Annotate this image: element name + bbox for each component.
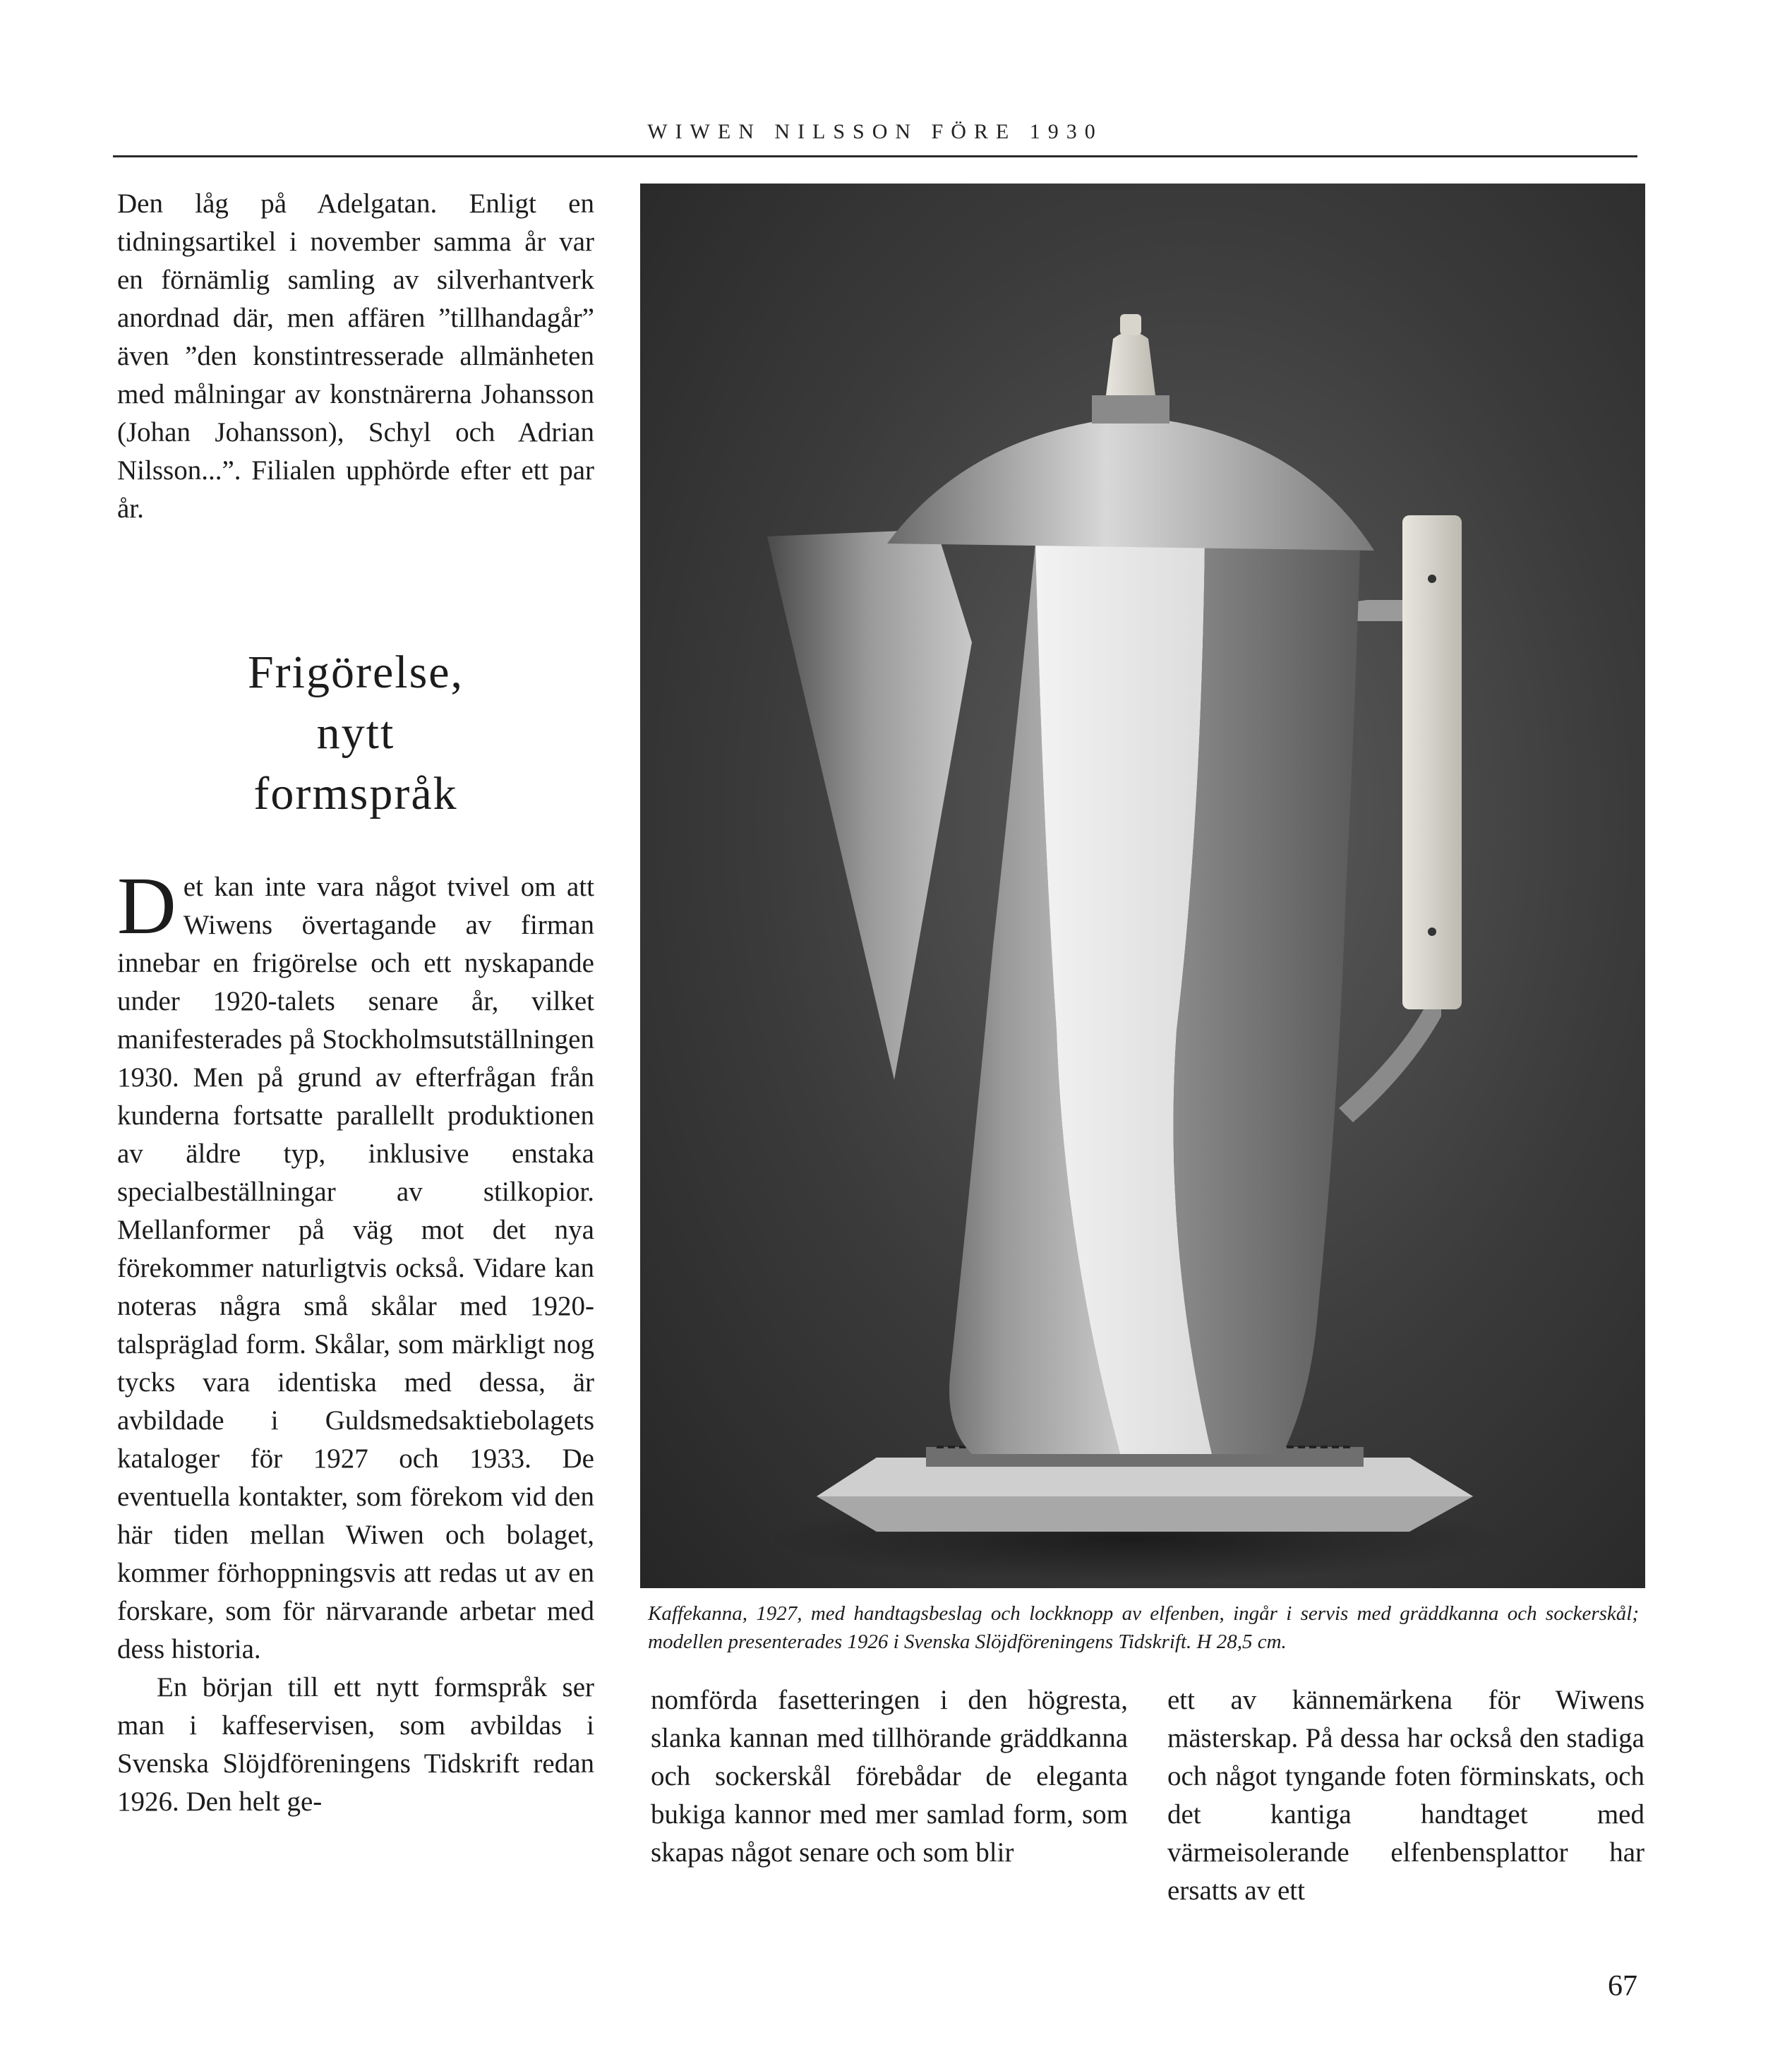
section-heading-line: nytt — [316, 707, 395, 759]
handle-pin-icon — [1428, 927, 1436, 936]
paragraph-text: et kan inte vara något tvivel om att Wiwens övertagande av firman innebar en frigörelse och ett nyskapande under 1920-talets senare år, vilket manifesterades på Stockholmsutställningen 1930. Men på grund av efterfrågan från kunderna fortsatte parallellt produktionen av äldre typ, inklusive enstaka specialbeställningar av stilkopior. Mellanformer på väg mot det nya förekommer naturligtvis också. Vidare kan noteras några små skålar med 1920-talspräglad form. Skålar, som märkligt nog tycks vara identiska med dessa, är avbildade i Guldsmedsaktiebolagets kataloger för 1927 och 1933. De eventuella kontakter, som förekom vid den här tiden mellan Wiwen och bolaget, kommer förhoppningsvis att redas ut av en forskare, som för närvarande arbetar med dess historia. — [117, 872, 594, 1664]
right-column — [1167, 1681, 1644, 1910]
figure-caption: Kaffekanna, 1927, med handtagsbeslag och lockknopp av elfenben, ingår i servis med gräddkanna och sockerskål; modellen presenterades 1926 i Svenska Slöjdföreningens Tidskrift. H 28,5 cm. — [648, 1602, 1639, 1653]
drop-cap: D — [117, 861, 176, 951]
middle-column — [651, 1681, 1128, 1872]
header-rule — [113, 155, 1637, 157]
knob-tip — [1120, 314, 1141, 335]
coffee-pot-illustration — [640, 184, 1645, 1588]
body-paragraph — [117, 861, 594, 1669]
body-paragraph: ett av kännemärkena för Wiwens mästerskap. På dessa har också den stadiga och något tyngande foten förminskats, och det kantiga handtaget med värmeisolerande elfenbensplattor har ersatts av ett — [1167, 1685, 1644, 1906]
running-head: WIWEN NILSSON FÖRE 1930 — [647, 120, 1103, 143]
handle-pin-icon — [1428, 575, 1436, 583]
section-heading-line: Frigörelse, — [247, 647, 464, 698]
pot-lid — [887, 416, 1374, 551]
page-number: 67 — [1608, 1970, 1637, 2002]
body-paragraph: nomförda fasetteringen i den högresta, slanka kannan med tillhörande gräddkanna och sockerskål förebådar de eleganta bukiga kannor med mer samlad form, som skapas något senare och som blir — [651, 1685, 1128, 1868]
ivory-knob — [1106, 332, 1155, 395]
section-heading — [117, 642, 594, 824]
body-paragraph: Den låg på Adelgatan. Enligt en tidningsartikel i november samma år var en förnämlig samling av silverhantverk anordnad där, men affären ”tillhandagår” även ”den konstintresserade allmänheten med målningar av konstnärerna Johansson (Johan Johansson), Schyl och Adrian Nilsson...”. Filialen upphörde efter ett par år. — [117, 188, 594, 524]
left-column-main — [117, 861, 594, 1821]
left-column-top — [117, 185, 594, 528]
lid-collar — [1092, 395, 1169, 424]
spout — [767, 529, 972, 1080]
section-heading-line: formspråk — [253, 768, 458, 819]
body-paragraph: En början till ett nytt formspråk ser man i kaffeservisen, som avbildas i Svenska Slöjdföreningens Tidskrift redan 1926. Den helt ge- — [117, 1672, 594, 1817]
coffee-pot-photo — [640, 184, 1645, 1588]
